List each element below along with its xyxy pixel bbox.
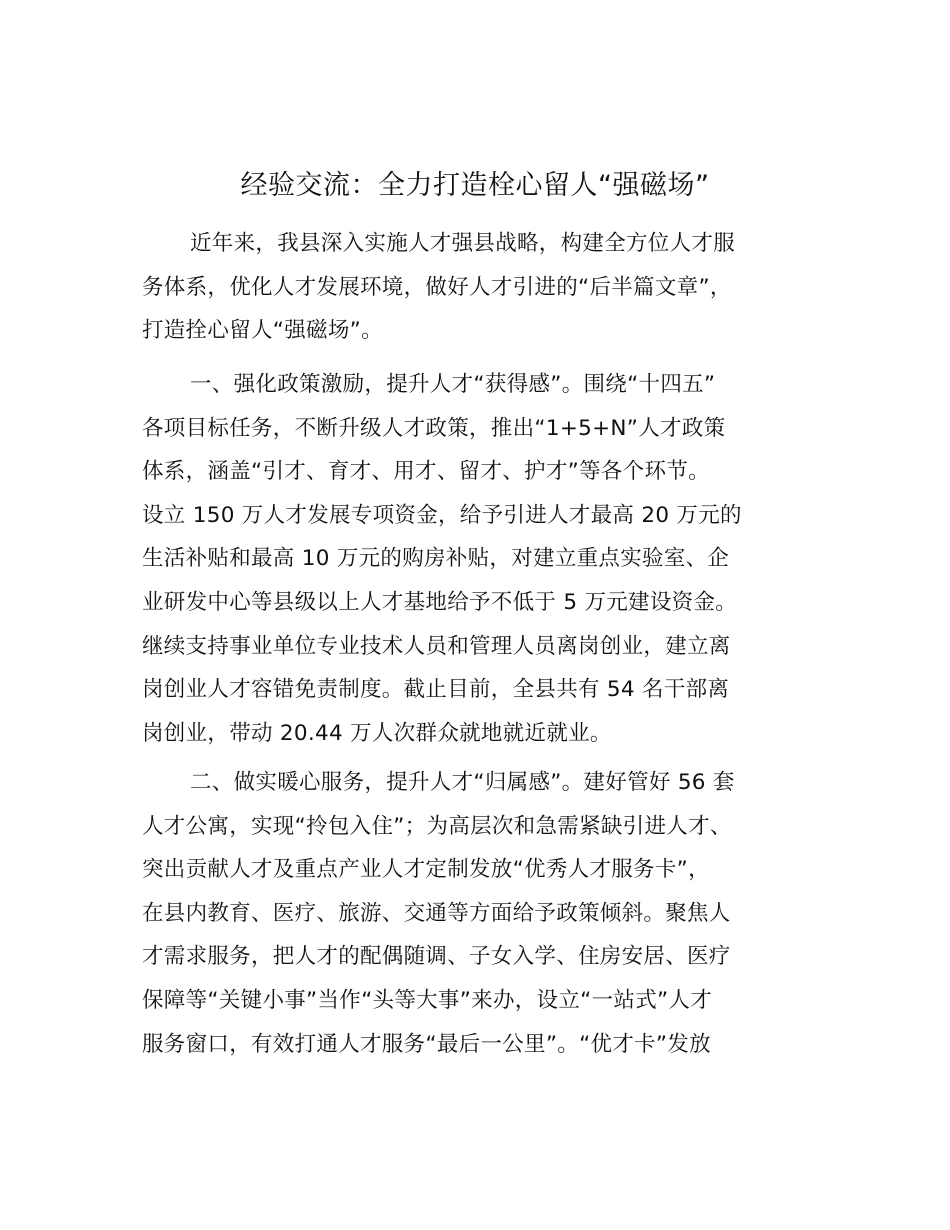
paragraph-line: 岗创业人才容错免责制度。截止目前，全县共有 54 名干部离 [142, 677, 730, 703]
paragraph-line: 业研发中心等县级以上人才基地给予不低于 5 万元建设资金。 [142, 589, 738, 615]
paragraph-intro [142, 222, 832, 353]
paragraph-line: 二、做实暖心服务，提升人才“归属感”。建好管好 56 套 [190, 770, 735, 795]
document-title: 经验交流：全力打造栓心留人“强磁场” [240, 170, 710, 201]
paragraph-line: 才需求服务，把人才的配偶随调、子女入学、住房安居、医疗 [142, 944, 731, 970]
paragraph-warm-services [142, 761, 832, 1066]
paragraph-line: 各项目标任务，不断升级人才政策，推出“1+5+N”人才政策 [142, 415, 726, 441]
paragraph-line: 设立 150 万人才发展专项资金，给予引进人才最高 20 万元的 [142, 502, 742, 528]
paragraph-line: 打造拴心留人“强磁场”。 [142, 318, 383, 344]
paragraph-line: 服务窗口，有效打通人才服务“最后一公里”。“优才卡”发放 [142, 1031, 711, 1057]
paragraph-line: 在县内教育、医疗、旅游、交通等方面给予政策倾斜。聚焦人 [142, 900, 731, 926]
paragraph-line: 生活补贴和最高 10 万元的购房补贴，对建立重点实验室、企 [142, 546, 730, 572]
paragraph-line: 近年来，我县深入实施人才强县战略，构建全方位人才服 [190, 231, 736, 256]
paragraph-policy-incentives [142, 363, 832, 755]
paragraph-line: 人才公寓，实现“拎包入住”；为高层次和急需紧缺引进人才、 [142, 813, 732, 839]
paragraph-line: 保障等“关键小事”当作“头等大事”来办，设立“一站式”人才 [142, 987, 713, 1013]
paragraph-line: 体系，涵盖“引才、育才、用才、留才、护才”等各个环节。 [142, 459, 710, 485]
paragraph-line: 突出贡献人才及重点产业人才定制发放“优秀人才服务卡”， [142, 857, 710, 883]
paragraph-line: 一、强化政策激励，提升人才“获得感”。围绕“十四五” [190, 372, 716, 397]
paragraph-line: 继续支持事业单位专业技术人员和管理人员离岗创业，建立离 [142, 633, 731, 659]
paragraph-line: 务体系，优化人才发展环境，做好人才引进的“后半篇文章”， [142, 274, 732, 300]
paragraph-line: 岗创业，带动 20.44 万人次群众就地就近就业。 [142, 720, 612, 746]
